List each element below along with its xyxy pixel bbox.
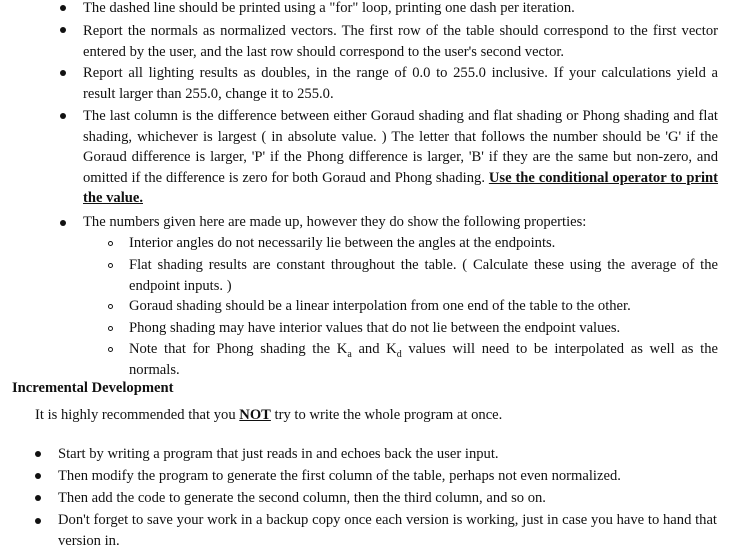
sublist-item: Goraud shading should be a linear interpolation from one end of the table to the other.	[129, 298, 631, 314]
list-item: Then modify the program to generate the first column of the table, perhaps not even normalized.	[58, 468, 621, 484]
list-item: Report all lighting results as doubles, in the range of 0.0 to 255.0 inclusive. If your calculations yield a result larger than 255.0, change it to 255.0.	[83, 65, 718, 102]
bullet-icon	[35, 473, 41, 479]
section-heading: Incremental Development	[12, 380, 174, 396]
emphasis-text: NOT	[239, 407, 271, 423]
circle-bullet-icon	[108, 241, 113, 246]
bullet-icon	[35, 495, 41, 501]
circle-bullet-icon	[108, 326, 113, 331]
list-item: Don't forget to save your work in a backup copy once each version is working, just in case you have to hand that version in.	[58, 512, 717, 549]
sublist-item: Note that for Phong shading the $K_a$ and $K_d$ values will need to be interpolated as well as the normals.	[129, 341, 718, 378]
bullet-icon	[60, 220, 66, 226]
sublist-item: Flat shading results are constant throughout the table. ( Calculate these using the average of the endpoint inputs. )	[129, 257, 718, 294]
bullet-icon	[35, 451, 41, 457]
bullet-icon	[35, 518, 41, 524]
list-item: Start by writing a program that just reads in and echoes back the user input.	[58, 446, 499, 462]
list-item: The numbers given here are made up, however they do show the following properties:	[83, 214, 587, 230]
list-item: Report the normals as normalized vectors. The first row of the table should correspond to the first vector entered by the user, and the last row should correspond to the user's second vector.	[83, 23, 718, 60]
list-item: Then add the code to generate the second column, then the third column, and so on.	[58, 490, 546, 506]
bullet-icon	[60, 70, 66, 76]
emphasis-text: Use the conditional operator to print the value.	[83, 169, 719, 206]
list-item: The dashed line should be printed using a "for" loop, printing one dash per iteration.	[83, 0, 575, 16]
bullet-icon	[60, 27, 66, 33]
bullet-icon	[60, 113, 66, 119]
section-intro: It is highly recommended that you NOT try to write the whole program at once.	[35, 407, 503, 423]
sublist-item: Interior angles do not necessarily lie between the angles at the endpoints.	[129, 235, 556, 251]
circle-bullet-icon	[108, 347, 113, 352]
sublist-item: Phong shading may have interior values that do not lie between the endpoint values.	[129, 320, 621, 336]
circle-bullet-icon	[108, 263, 113, 268]
bullet-icon	[60, 5, 66, 11]
circle-bullet-icon	[108, 304, 113, 309]
list-item: The last column is the difference between either Goraud shading and flat shading or Phong shading and flat shading, whichever is largest ( in absolute value. ) The letter that follows the number should be 'G' if the Goraud difference is larger, 'P' if the Phong difference is larger, 'B' if they are the same but non-zero, and omitted if the difference is zero for both Goraud and Phong shading. Use the conditional operator to print the value.	[83, 108, 719, 206]
